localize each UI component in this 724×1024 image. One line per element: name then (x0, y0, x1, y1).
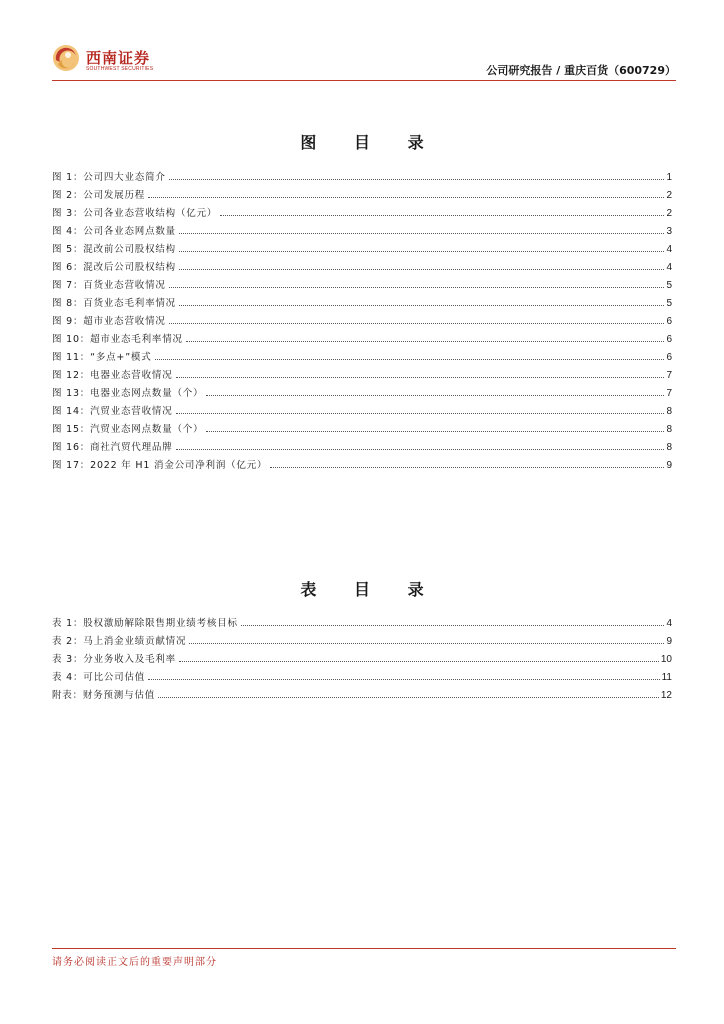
table-toc-entry-label: 附表：财务预测与估值 (52, 690, 156, 701)
dot-leader (148, 679, 660, 680)
figure-toc-entry[interactable] (52, 243, 672, 261)
dot-leader (220, 215, 664, 216)
logo-text-en: SOUTHWEST SECURITIES (86, 66, 154, 72)
figure-toc-entry-label: 图 6：混改后公司股权结构 (52, 262, 176, 273)
table-toc-entry-label: 表 1：股权激励解除限售期业绩考核目标 (52, 618, 238, 629)
table-toc-entry-label: 表 3：分业务收入及毛利率 (52, 654, 176, 665)
figure-toc-entry-page: 9 (666, 460, 672, 471)
figure-toc-entry-label: 图 13：电器业态网点数量（个） (52, 388, 204, 399)
figure-toc-entry-page: 8 (666, 442, 672, 453)
figure-toc-entry-label: 图 1：公司四大业态简介 (52, 172, 166, 183)
dot-leader (206, 431, 664, 432)
company-logo (52, 44, 212, 76)
figure-toc-entry-label: 图 8：百货业态毛利率情况 (52, 298, 176, 309)
footer-divider (52, 948, 676, 949)
figure-toc-entry[interactable] (52, 459, 672, 477)
figure-toc-entry[interactable] (52, 261, 672, 279)
dot-leader (179, 269, 664, 270)
dot-leader (179, 251, 664, 252)
figure-toc-entry-page: 8 (666, 424, 672, 435)
figure-toc-entry-page: 5 (666, 280, 672, 291)
figure-toc-entry-label: 图 4：公司各业态网点数量 (52, 226, 176, 237)
figure-toc-entry-page: 6 (666, 334, 672, 345)
figure-toc-entry[interactable] (52, 351, 672, 369)
figure-toc-entry-page: 5 (666, 298, 672, 309)
table-toc-entry-page: 4 (666, 618, 672, 629)
figure-toc-entry-label: 图 16：商社汽贸代理品牌 (52, 442, 173, 453)
dot-leader (169, 287, 664, 288)
figure-toc-entry-label: 图 2：公司发展历程 (52, 190, 146, 201)
figure-toc-entry[interactable] (52, 369, 672, 387)
figure-toc-entry-page: 1 (666, 172, 672, 183)
dot-leader (179, 305, 664, 306)
figure-toc-entry[interactable] (52, 405, 672, 423)
tables-section-title: 表 目 录 (300, 580, 440, 599)
dot-leader (179, 233, 664, 234)
dot-leader (179, 661, 659, 662)
figure-toc-entry-label: 图 17：2022 年 H1 消金公司净利润（亿元） (52, 460, 268, 471)
figures-section-title: 图 目 录 (300, 133, 440, 152)
table-toc-entry-page: 9 (666, 636, 672, 647)
figure-toc-entry[interactable] (52, 297, 672, 315)
dot-leader (241, 625, 664, 626)
figure-toc-entry[interactable] (52, 279, 672, 297)
figure-toc-entry-page: 6 (666, 316, 672, 327)
table-toc-entry-label: 表 2：马上消金业绩贡献情况 (52, 636, 187, 647)
figure-toc-entry-label: 图 11：“多点+”模式 (52, 352, 152, 363)
figure-toc-entry-page: 8 (666, 406, 672, 417)
dot-leader (176, 449, 664, 450)
dot-leader (176, 377, 664, 378)
figure-toc-entry[interactable] (52, 225, 672, 243)
dot-leader (186, 341, 664, 342)
tables-toc-list (52, 617, 672, 707)
figure-toc-entry[interactable] (52, 333, 672, 351)
figure-toc-entry-page: 6 (666, 352, 672, 363)
table-toc-entry[interactable] (52, 671, 672, 689)
figure-toc-entry-page: 2 (666, 190, 672, 201)
dot-leader (169, 323, 664, 324)
figure-toc-entry-page: 2 (666, 208, 672, 219)
figure-toc-entry-page: 4 (666, 244, 672, 255)
dot-leader (270, 467, 664, 468)
figure-toc-entry-label: 图 7：百货业态营收情况 (52, 280, 166, 291)
figure-toc-entry-label: 图 5：混改前公司股权结构 (52, 244, 176, 255)
figure-toc-entry[interactable] (52, 441, 672, 459)
figure-toc-entry[interactable] (52, 423, 672, 441)
figure-toc-entry-page: 7 (666, 388, 672, 399)
report-title: 公司研究报告 / 重庆百货（600729） (486, 64, 676, 77)
header-divider (52, 80, 676, 81)
figure-toc-entry[interactable] (52, 189, 672, 207)
dot-leader (155, 359, 664, 360)
figure-toc-entry-label: 图 9：超市业态营收情况 (52, 316, 166, 327)
table-toc-entry[interactable] (52, 635, 672, 653)
figure-toc-entry-page: 3 (666, 226, 672, 237)
figure-toc-entry-label: 图 14：汽贸业态营收情况 (52, 406, 173, 417)
dot-leader (158, 697, 659, 698)
figure-toc-entry[interactable] (52, 315, 672, 333)
dot-leader (148, 197, 664, 198)
figure-toc-entry[interactable] (52, 207, 672, 225)
logo-text-cn: 西南证券 (86, 49, 151, 67)
figure-toc-entry-label: 图 12：电器业态营收情况 (52, 370, 173, 381)
page-header (52, 42, 676, 80)
figure-toc-entry[interactable] (52, 171, 672, 189)
table-toc-entry[interactable] (52, 653, 672, 671)
figure-toc-entry-label: 图 15：汽贸业态网点数量（个） (52, 424, 204, 435)
dot-leader (206, 395, 664, 396)
table-toc-entry-label: 表 4：可比公司估值 (52, 672, 146, 683)
dot-leader (169, 179, 664, 180)
table-toc-entry[interactable] (52, 617, 672, 635)
figure-toc-entry-label: 图 10：超市业态毛利率情况 (52, 334, 183, 345)
table-toc-entry[interactable] (52, 689, 672, 707)
figures-toc-list (52, 171, 672, 477)
dot-leader (189, 643, 664, 644)
logo-mark-icon (52, 44, 80, 72)
figure-toc-entry-page: 7 (666, 370, 672, 381)
figure-toc-entry-label: 图 3：公司各业态营收结构（亿元） (52, 208, 218, 219)
table-toc-entry-page: 12 (660, 690, 672, 701)
figure-toc-entry-page: 4 (666, 262, 672, 273)
footer-disclaimer: 请务必阅读正文后的重要声明部分 (52, 957, 217, 968)
table-toc-entry-page: 11 (661, 672, 672, 683)
figure-toc-entry[interactable] (52, 387, 672, 405)
table-toc-entry-page: 10 (660, 654, 672, 665)
dot-leader (176, 413, 664, 414)
